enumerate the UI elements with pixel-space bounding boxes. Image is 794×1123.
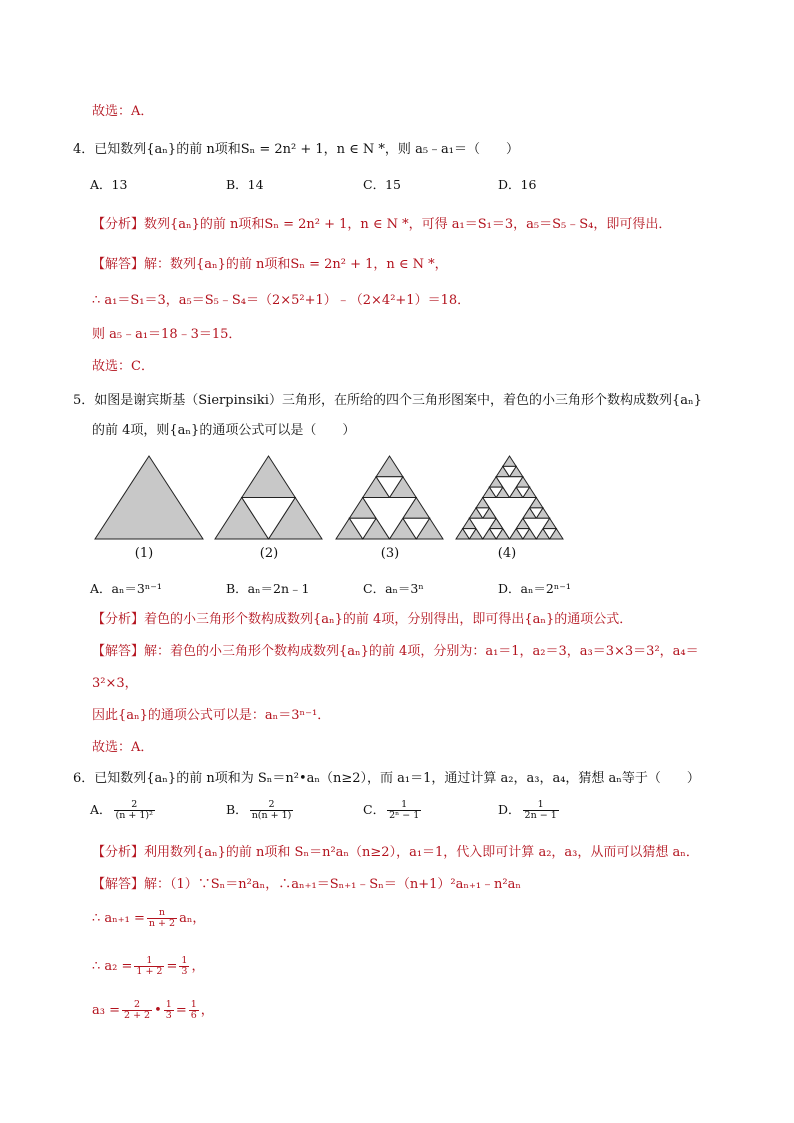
shaded-triangle xyxy=(95,456,203,539)
option-b: B．aₙ＝2n﹣1 xyxy=(226,581,310,596)
option-c: C．aₙ＝3ⁿ xyxy=(363,581,424,596)
question-5-stem-line-1: 5．如图是谢宾斯基（Sierpinsiki）三角形，在所给的四个三角形图案中，着色的小三角形个数构成数列{aₙ} xyxy=(73,393,702,408)
question-4-stem: 4．已知数列{aₙ}的前 n项和Sₙ = 2n² + 1，n ∈ N *，则 a₅﹣a₁＝（ ） xyxy=(73,142,519,157)
option-c: C． $\frac{1}{\text{2ⁿ − 1}}$ xyxy=(363,799,420,821)
question-4-answer: 【解答】解：数列{aₙ}的前 n项和Sₙ = 2n² + 1，n ∈ N *， xyxy=(92,257,448,272)
figure-label-3: (3) xyxy=(380,546,400,561)
question-6-analysis: 【分析】利用数列{aₙ}的前 n项和 Sₙ＝n²aₙ（n≥2），a₁＝1，代入即可计算 a₂，a₃，从而可以猜想 aₙ． xyxy=(92,845,699,860)
option-a: A． $\frac{2}{\text{(n + 1)²}}$ xyxy=(90,799,153,821)
sierpinski-triangle-4 xyxy=(456,456,563,539)
figure-label-2: (2) xyxy=(259,546,279,561)
question-6-step-1: ∴ aₙ₊₁ = $\frac{n}{n + 2}$ aₙ， xyxy=(92,907,206,929)
question-5-analysis: 【分析】着色的小三角形个数构成数列{aₙ}的前 4项，分别得出，即可得出{aₙ}的通项公式． xyxy=(92,612,633,627)
question-6-stem: 6．已知数列{aₙ}的前 n项和为 Sₙ＝n²•aₙ（n≥2），而 a₁＝1，通过计算 a₂，a₃，a₄，猜想 aₙ等于（ ） xyxy=(73,771,700,786)
sierpinski-triangle-3 xyxy=(336,456,443,539)
option-a: A．13 xyxy=(90,177,128,192)
prev-answer-choice: 故选：A． xyxy=(92,104,154,119)
question-4-step-1: ∴ a₁＝S₁＝3，a₅＝S₅﹣S₄＝（2×5²+1）﹣（2×4²+1）＝18． xyxy=(92,293,471,308)
question-6-answer: 【解答】解：（1）∵Sₙ＝n²aₙ，∴aₙ₊₁＝Sₙ₊₁﹣Sₙ＝（n+1）²aₙ₊₁﹣n²aₙ xyxy=(92,877,521,892)
figure-label-4: (4) xyxy=(497,546,517,561)
sierpinski-triangle-2 xyxy=(215,456,322,539)
shaded-triangle xyxy=(242,456,296,498)
shaded-triangle xyxy=(376,456,403,477)
question-4-step-2: 则 a₅﹣a₁＝18﹣3＝15． xyxy=(92,327,242,342)
option-b: B． $\frac{2}{n(n + 1)}$ xyxy=(226,799,292,821)
question-5-answer-line-3: 因此{aₙ}的通项公式可以是：aₙ＝3ⁿ⁻¹． xyxy=(92,708,331,723)
question-6-step-3: a₃ = $\frac{2}{2 + 2}$ • $\frac{1}{3}$ = $\frac{1}{6}$ ， xyxy=(92,999,214,1021)
option-d: D．16 xyxy=(498,177,537,192)
question-5-stem-line-2: 的前 4项，则{aₙ}的通项公式可以是（ ） xyxy=(92,423,356,438)
question-6-step-2: ∴ a₂ = $\frac{1}{1 + 2}$ = $\frac{1}{3}$ ， xyxy=(92,955,205,977)
figure-label-1: (1) xyxy=(134,546,154,561)
option-a: A．aₙ＝3ⁿ⁻¹ xyxy=(90,581,162,596)
question-4-choice: 故选：C． xyxy=(92,359,154,374)
option-d: D． $\frac{1}{2n - 1}$ xyxy=(498,799,557,821)
sierpinski-figure xyxy=(0,450,794,550)
option-c: C．15 xyxy=(363,177,401,192)
option-b: B．14 xyxy=(226,177,264,192)
question-5-answer-line-2: 3²×3， xyxy=(92,676,138,691)
option-d: D．aₙ＝2ⁿ⁻¹ xyxy=(498,581,571,596)
sierpinski-triangle-1 xyxy=(95,456,203,539)
question-5-answer-line-1: 【解答】解：着色的小三角形个数构成数列{aₙ}的前 4项，分别为：a₁＝1，a₂＝3，a₃＝3×3＝3²，a₄＝ xyxy=(92,644,699,659)
shaded-triangle xyxy=(503,456,516,466)
question-4-analysis: 【分析】数列{aₙ}的前 n项和Sₙ = 2n² + 1，n ∈ N *，可得 a₁＝S₁＝3，a₅＝S₅﹣S₄，即可得出． xyxy=(92,217,672,232)
question-5-choice: 故选：A． xyxy=(92,740,154,755)
